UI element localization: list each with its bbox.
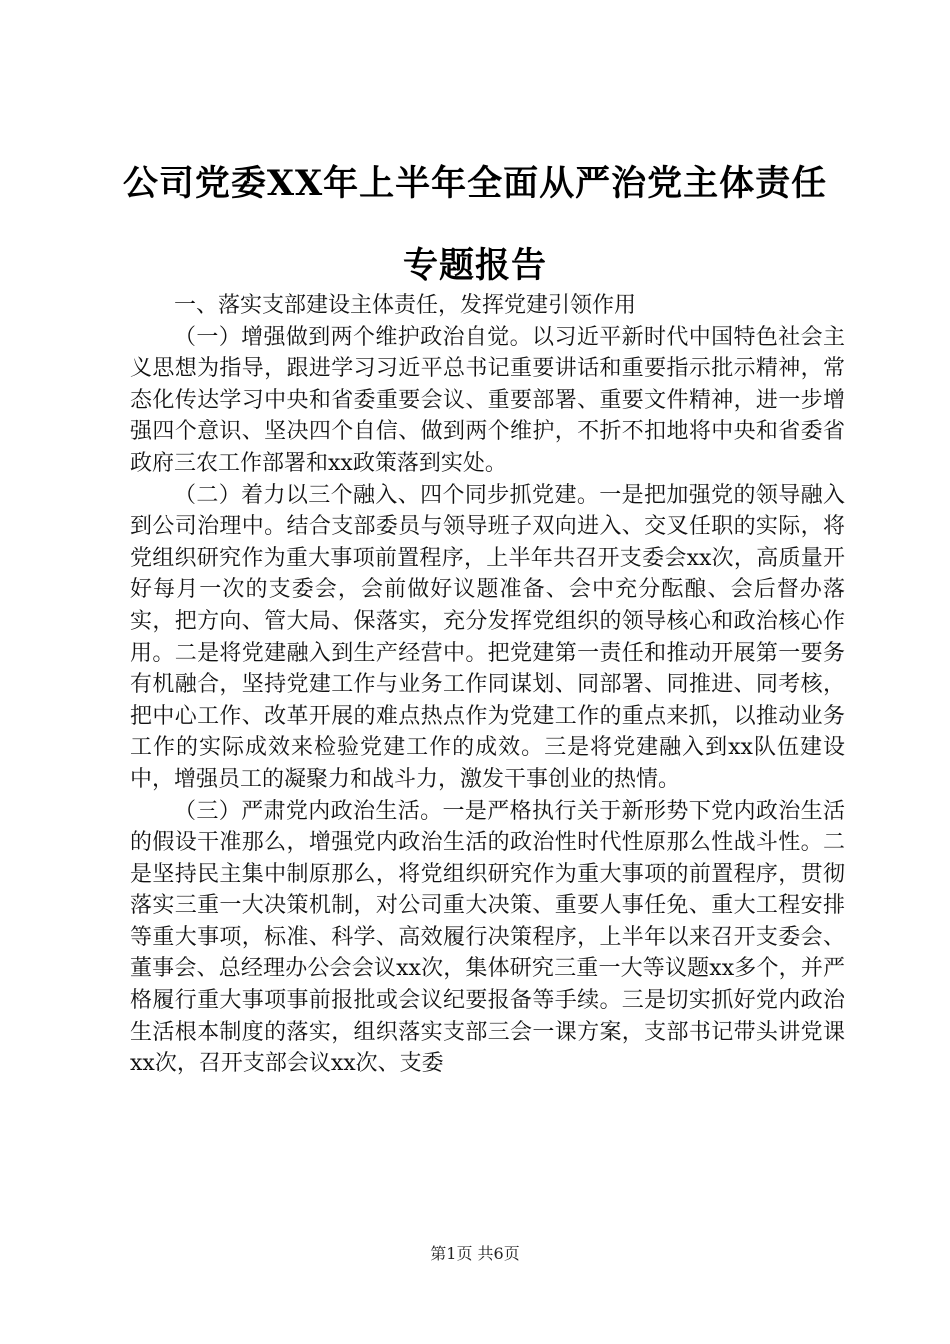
- paragraph: （三）严肃党内政治生活。一是严格执行关于新形势下党内政治生活的假设干准那么，增强党内政治生活的政治性时代性原那么性战斗性。二是坚持民主集中制原那么，将党组织研究作为重大事项的前置程序，贯彻落实三重一大决策机制，对公司重大决策、重要人事任免、重大工程安排等重大事项，标准、科学、高效履行决策程序，上半年以来召开支委会、董事会、总经理办公会会议xx次，集体研究三重一大等议题xx多个，并严格履行重大事项事前报批或会议纪要报备等手续。三是切实抓好党内政治生活根本制度的落实，组织落实支部三会一课方案，支部书记带头讲党课xx次，召开支部会议xx次、支委: [130, 798, 845, 1077]
- page-footer: 第1页 共6页: [430, 1244, 520, 1263]
- section-heading: 一、落实支部建设主体责任，发挥党建引领作用: [174, 293, 637, 318]
- paragraph: （一）增强做到两个维护政治自觉。以习近平新时代中国特色社会主义思想为指导，跟进学习习近平总书记重要讲话和重要指示批示精神，常态化传达学习中央和省委重要会议、重要部署、重要文件精神，进一步增强四个意识、坚决四个自信、做到两个维护，不折不扣地将中央和省委省政府三农工作部署和xx政策落到实处。: [130, 324, 845, 476]
- document-title-line-1: 公司党委XX年上半年全面从严治党主体责任: [122, 163, 828, 204]
- document-body: [130, 290, 845, 1080]
- paragraph: （二）着力以三个融入、四个同步抓党建。一是把加强党的领导融入到公司治理中。结合支部委员与领导班子双向进入、交叉任职的实际，将党组织研究作为重大事项前置程序，上半年共召开支委会xx次，高质量开好每月一次的支委会，会前做好议题准备、会中充分酝酿、会后督办落实，把方向、管大局、保落实，充分发挥党组织的领导核心和政治核心作用。二是将党建融入到生产经营中。把党建第一责任和推动开展第一要务有机融合，坚持党建工作与业务工作同谋划、同部署、同推进、同考核，把中心工作、改革开展的难点热点作为党建工作的重点来抓，以推动业务工作的实际成效来检验党建工作的成效。三是将党建融入到xx队伍建设中，增强员工的凝聚力和战斗力，激发干事创业的热情。: [130, 482, 845, 792]
- document-title-line-2: 专题报告: [402, 245, 547, 286]
